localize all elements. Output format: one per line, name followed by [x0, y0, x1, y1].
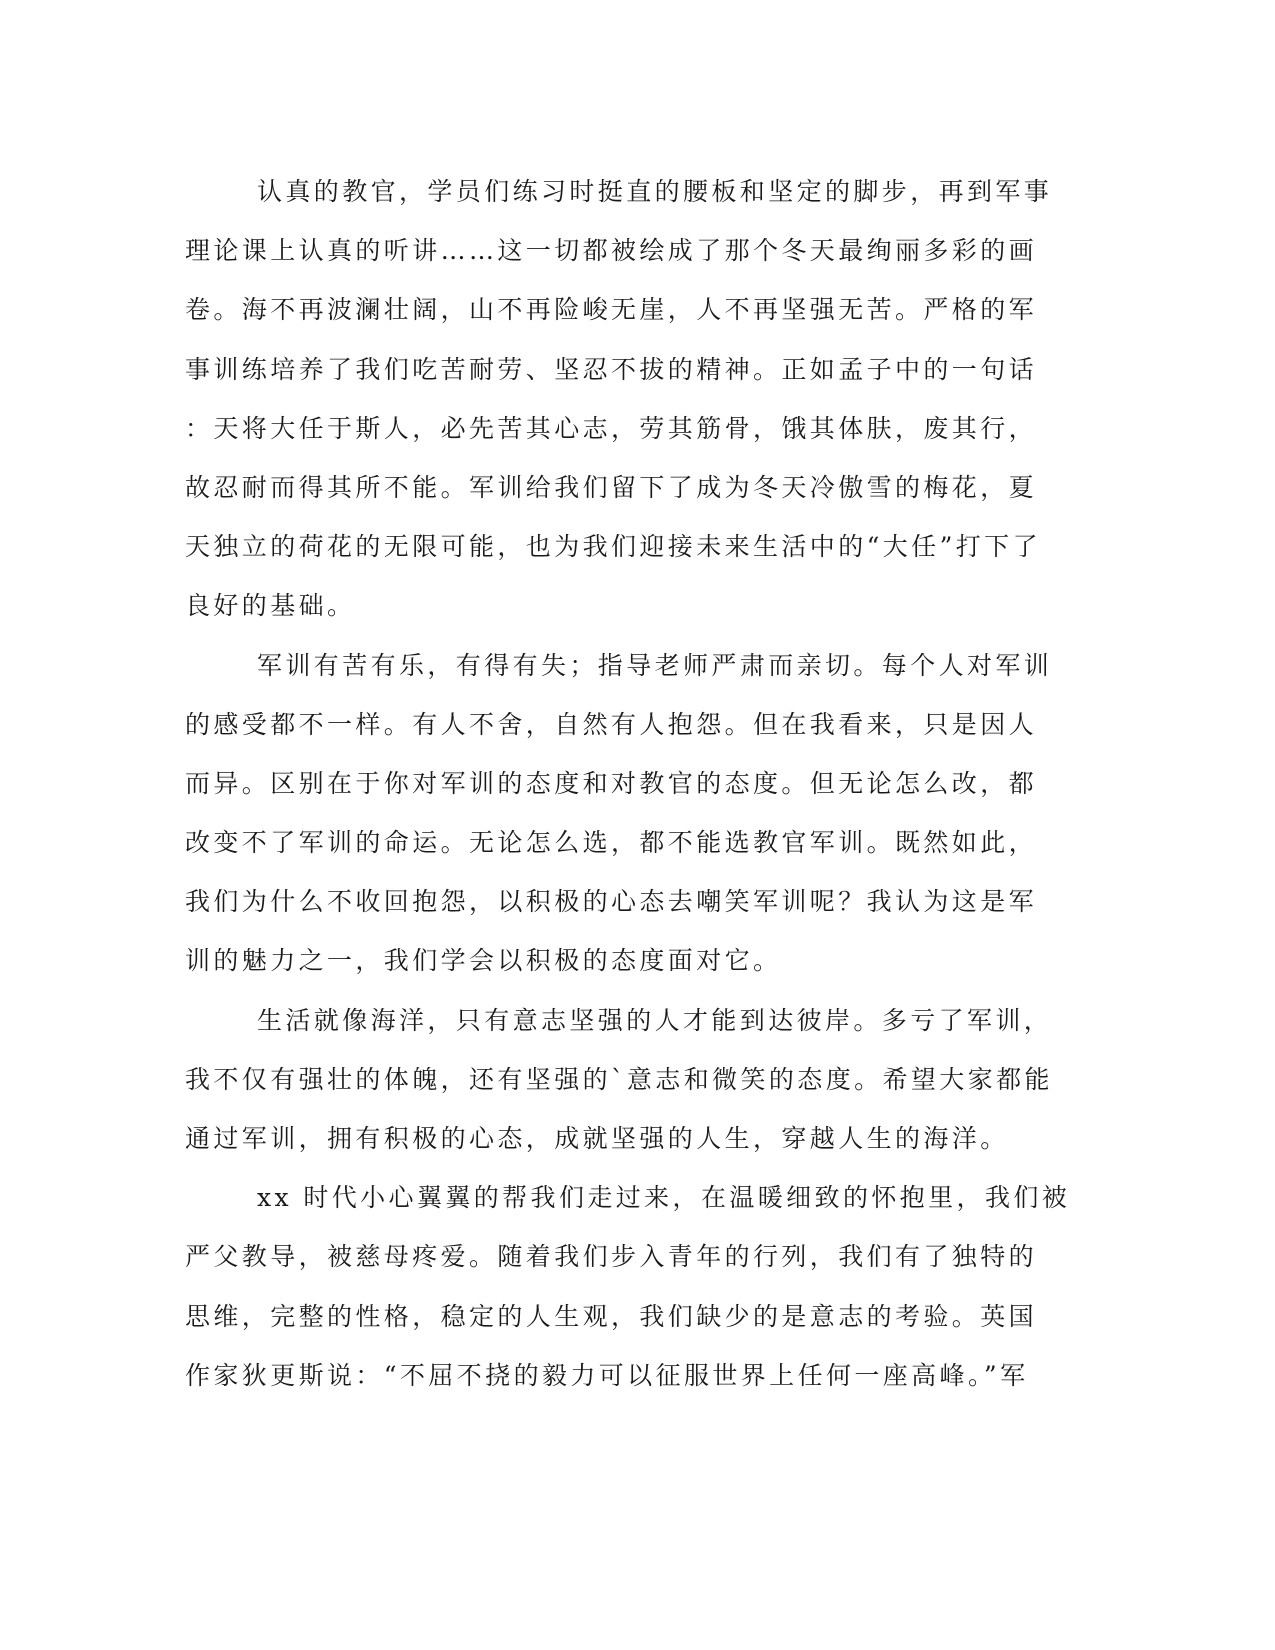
- paragraph-2: [185, 636, 1085, 991]
- text-line: xx 时代小心翼翼的帮我们走过来，在温暖细致的怀抱里，我们被: [257, 1183, 1071, 1213]
- text-line: 通过军训，拥有积极的心态，成就坚强的人生，穿越人生的海洋。: [185, 1124, 1009, 1153]
- text-line: 作家狄更斯说：“不屈不挠的毅力可以征服世界上任何一座高峰。”军: [185, 1360, 1029, 1390]
- text-line: 我不仅有强壮的体魄，还有坚强的`意志和微笑的态度。希望大家都能: [185, 1064, 1053, 1094]
- text-line: 思维，完整的性格，稳定的人生观，我们缺少的是意志的考验。英国: [185, 1301, 1038, 1331]
- text-line: 故忍耐而得其所不能。军训给我们留下了成为冬天冷傲雪的梅花，夏: [185, 472, 1038, 502]
- text-line: 卷。海不再波澜壮阔，山不再险峻无崖，人不再坚强无苦。严格的军: [185, 295, 1038, 325]
- text-line: 我们为什么不收回抱怨，以积极的心态去嘲笑军训呢？我认为这是军: [185, 887, 1038, 917]
- text-line: 而异。区别在于你对军训的态度和对教官的态度。但无论怎么改，都: [185, 768, 1038, 798]
- document-body: [185, 162, 1085, 1405]
- text-line: 严父教导，被慈母疼爱。随着我们步入青年的行列，我们有了独特的: [185, 1242, 1038, 1272]
- text-line: 天独立的荷花的无限可能，也为我们迎接未来生活中的“大任”打下了: [185, 532, 1041, 562]
- text-line: 生活就像海洋，只有意志坚强的人才能到达彼岸。多亏了军训，: [257, 1005, 1053, 1035]
- text-line: 军训有苦有乐，有得有失；指导老师严肃而亲切。每个人对军训: [257, 650, 1053, 680]
- text-line: 良好的基础。: [185, 591, 356, 621]
- text-line: 改变不了军训的命运。无论怎么选，都不能选教官军训。既然如此，: [185, 828, 1038, 858]
- paragraph-1: [185, 162, 1085, 636]
- text-line: 的感受都不一样。有人不舍，自然有人抱怨。但在我看来，只是因人: [185, 709, 1038, 739]
- text-line: 理论课上认真的听讲……这一切都被绘成了那个冬天最绚丽多彩的画: [185, 236, 1038, 266]
- text-line: 认真的教官，学员们练习时挺直的腰板和坚定的脚步，再到军事: [257, 177, 1053, 206]
- text-line: 事训练培养了我们吃苦耐劳、坚忍不拔的精神。正如孟子中的一句话: [185, 354, 1038, 384]
- text-line: 训的魅力之一，我们学会以积极的态度面对它。: [185, 946, 782, 976]
- paragraph-4: [185, 1168, 1085, 1405]
- paragraph-3: [185, 991, 1085, 1169]
- text-line: ：天将大任于斯人，必先苦其心志，劳其筋骨，饿其体肤，废其行，: [185, 413, 1038, 443]
